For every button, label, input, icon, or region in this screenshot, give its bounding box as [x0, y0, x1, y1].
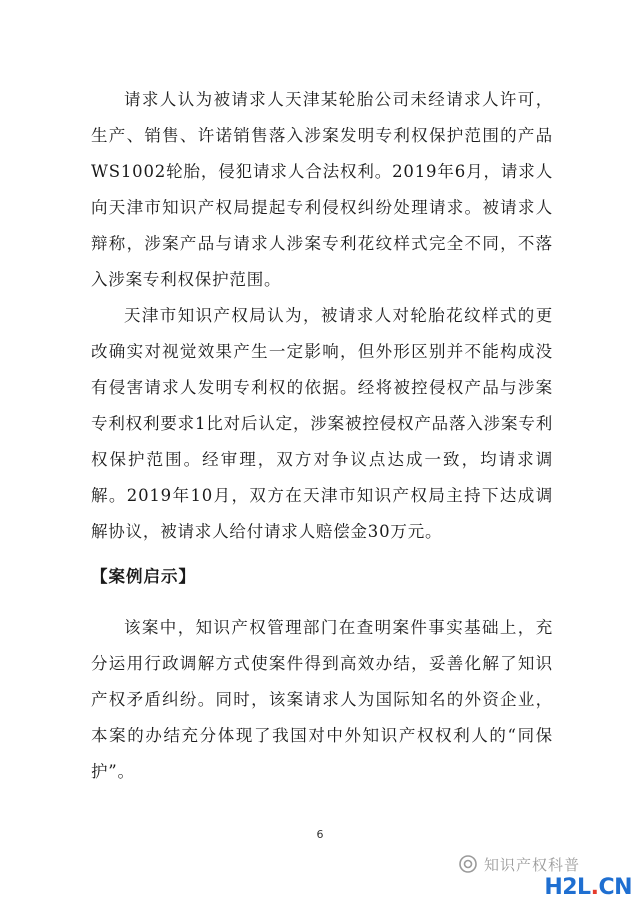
paragraph-request: 请求人认为被请求人天津某轮胎公司未经请求人许可，生产、销售、许诺销售落入涉案发明专利权保护范围的产品WS1002轮胎，侵犯请求人合法权利。2019年6月，请求人向天津市知识产权局提起专利侵权纠纷处理请求。被请求人辩称，涉案产品与请求人涉案专利花纹样式完全不同，不落入涉案专利权保护范围。	[91, 90, 553, 289]
paragraph-decision: 天津市知识产权局认为，被请求人对轮胎花纹样式的更改确实对视觉效果产生一定影响，但外形区别并不能构成没有侵害请求人发明专利权的依据。经将被控侵权产品与涉案专利权利要求1比对后认定，涉案被控侵权产品落入涉案专利权保护范围。经审理，双方对争议点达成一致，均请求调解。2019年10月，双方在天津市知识产权局主持下达成调解协议，被请求人给付请求人赔偿金30万元。	[91, 306, 553, 541]
brand-h2l: H2L	[544, 875, 591, 900]
document-body	[91, 82, 553, 790]
paragraph-case-insight: 该案中，知识产权管理部门在查明案件事实基础上，充分运用行政调解方式使案件得到高效办结，妥善化解了知识产权矛盾纠纷。同时，该案请求人为国际知名的外资企业，本案的办结充分体现了我国对中外知识产权权利人的“同保护”。	[91, 618, 553, 781]
page-number: 6	[316, 828, 324, 841]
wechat-official-account-icon	[458, 854, 478, 874]
watermark-account-name: 知识产权科普	[483, 855, 580, 874]
section-heading-case-insight: 【案例启示】	[91, 567, 196, 586]
brand-cn: CN	[598, 875, 632, 900]
watermark-brand-logo	[544, 875, 632, 900]
brand-dot: .	[590, 875, 599, 900]
